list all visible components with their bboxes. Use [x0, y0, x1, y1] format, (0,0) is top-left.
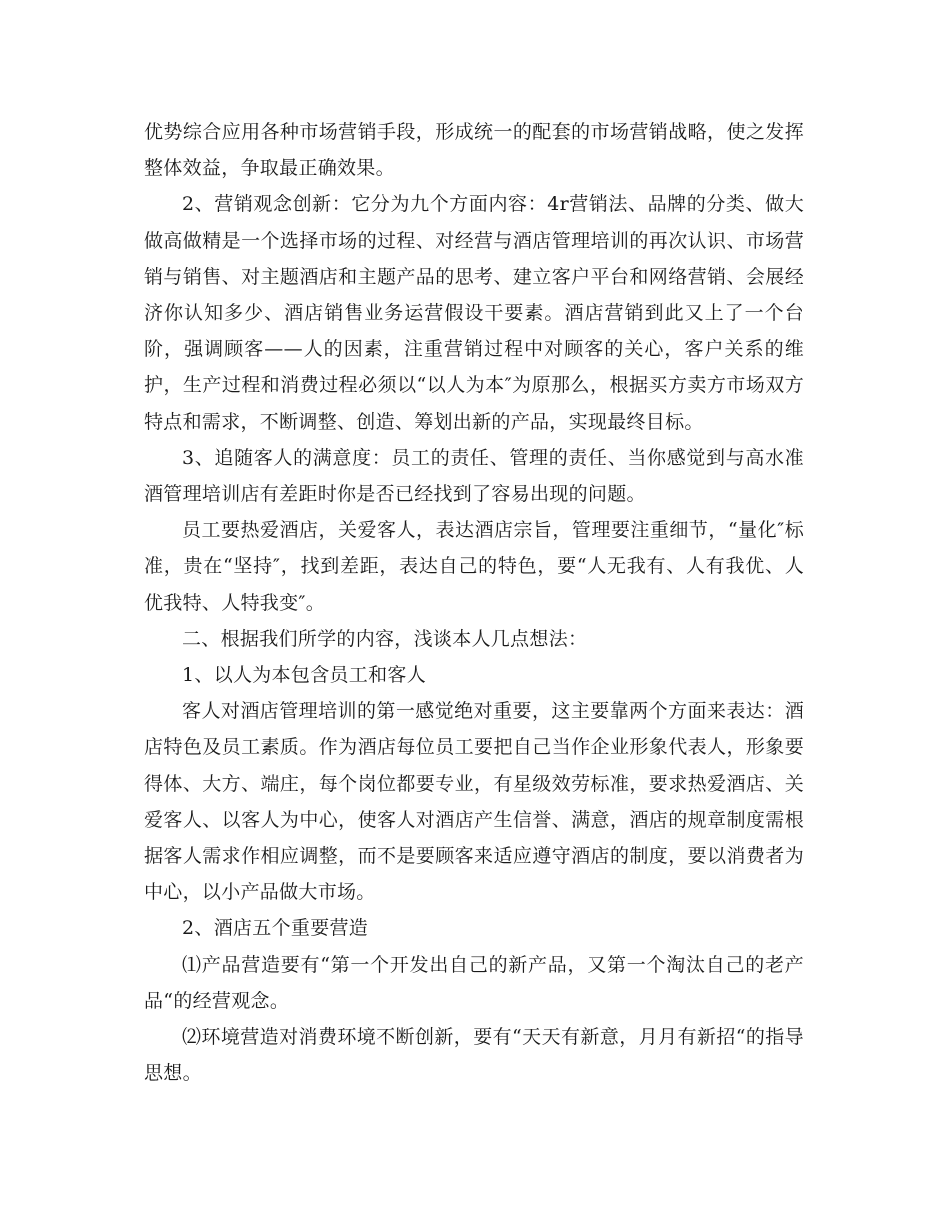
paragraph-4: 员工要热爱酒店，关爱客人，表达酒店宗旨，管理要注重细节，“量化″标准，贵在“坚持″，找到差距，表达自己的特色，要“人无我有、人有我优、人优我特、人特我变″。 — [144, 519, 804, 614]
list-item-1: ⑴产品营造要有“第一个开发出自己的新产品，又第一个淘汰自己的老产品“的经营观念。 — [144, 953, 804, 1012]
subheading-1: 1、以人为本包含员工和客人 — [182, 664, 426, 687]
list-item-2: ⑵环境营造对消费环境不断创新，要有“天天有新意，月月有新招“的指导思想。 — [144, 1026, 804, 1085]
document-body — [144, 114, 804, 1091]
subheading-2: 2、酒店五个重要营造 — [182, 917, 369, 940]
paragraph-1: 优势综合应用各种市场营销手段，形成统一的配套的市场营销战略，使之发挥整体效益，争取最正确效果。 — [144, 121, 804, 180]
paragraph-3: 3、追随客人的满意度：员工的责任、管理的责任、当你感觉到与高水准酒管理培训店有差距时你是否已经找到了容易出现的问题。 — [144, 446, 804, 506]
section-heading: 二、根据我们所学的内容，浅谈本人几点想法： — [182, 627, 588, 650]
paragraph-5: 客人对酒店管理培训的第一感觉绝对重要，这主要靠两个方面来表达：酒店特色及员工素质。作为酒店每位员工要把自己当作企业形象代表人，形象要得体、大方、端庄，每个岗位都要专业，有星级效劳标准，要求热爱酒店、关爱客人、以客人为中心，使客人对酒店产生信誉、满意，酒店的规章制度需根据客人需求作相应调整，而不是要顾客来适应遵守酒店的制度，要以消费者为中心，以小产品做大市场。 — [144, 700, 804, 904]
paragraph-2: 2、营销观念创新：它分为九个方面内容：4r营销法、品牌的分类、做大做高做精是一个选择市场的过程、对经营与酒店管理培训的再次认识、市场营销与销售、对主题酒店和主题产品的思考、建立客户平台和网络营销、会展经济你认知多少、酒店销售业务运营假设干要素。酒店营销到此又上了一个台阶，强调顾客——人的因素，注重营销过程中对顾客的关心，客户关系的维护，生产过程和消费过程必须以“以人为本″为原那么，根据买方卖方市场双方特点和需求，不断调整、创造、筹划出新的产品，实现最终目标。 — [144, 193, 804, 433]
